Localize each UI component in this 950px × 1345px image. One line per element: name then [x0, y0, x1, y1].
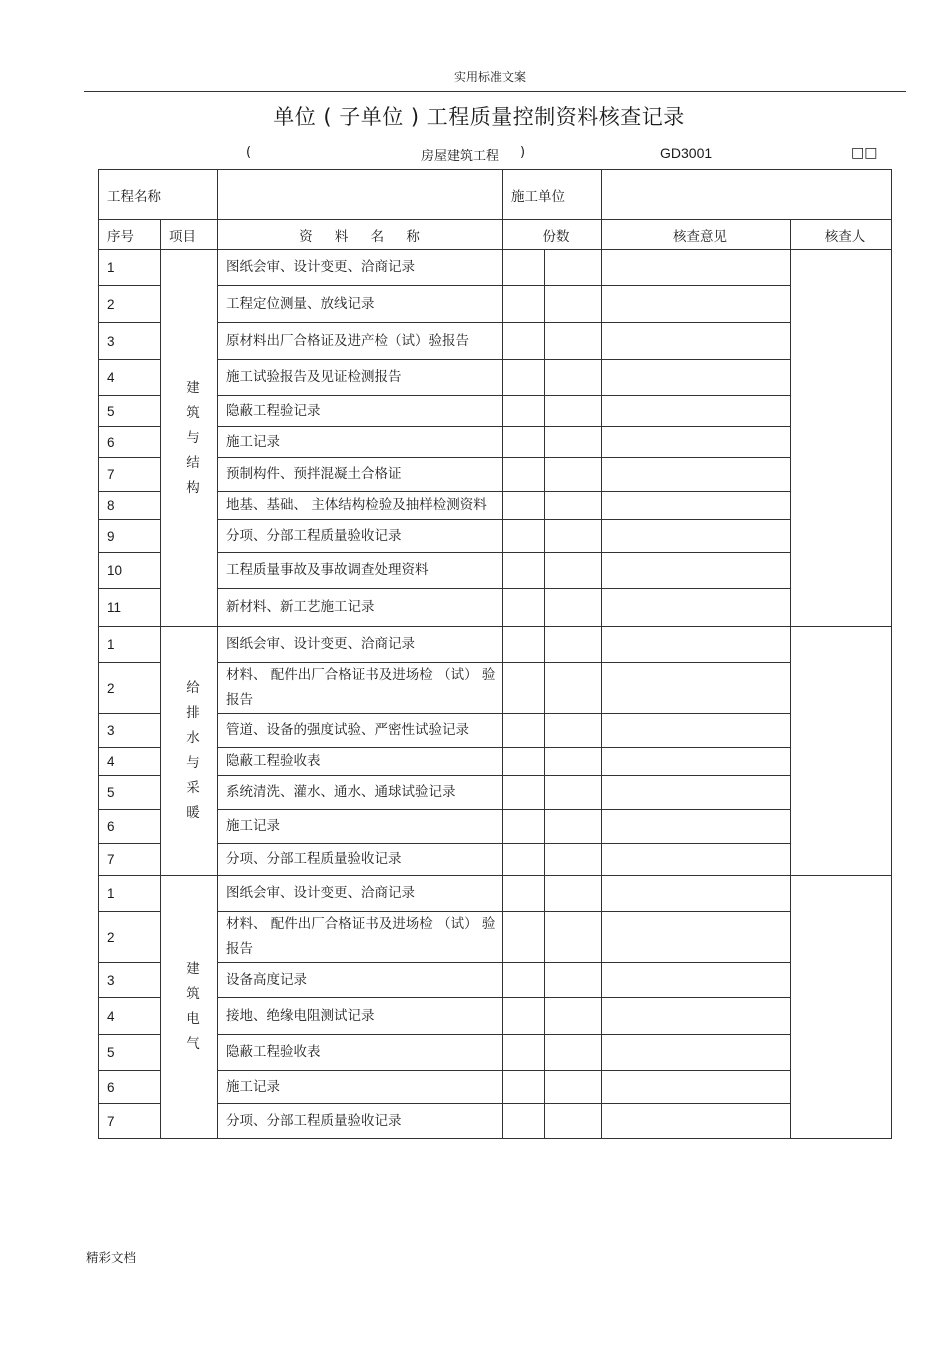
table-row	[99, 876, 892, 912]
opinion-cell[interactable]	[602, 748, 791, 776]
table-row	[99, 963, 892, 998]
section-name-char: 建	[186, 379, 200, 396]
document-name: 分项、分部工程质量验收记录	[218, 844, 503, 876]
row-number: 3	[99, 714, 161, 748]
col-header-seq: 序号	[99, 220, 161, 250]
document-name-spare-cell[interactable]	[503, 286, 545, 323]
table-row	[99, 323, 892, 360]
section-name-char: 排	[186, 705, 200, 721]
document-name: 隐蔽工程验收表	[218, 1035, 503, 1071]
row-number: 4	[99, 748, 161, 776]
row-number: 6	[99, 1071, 161, 1104]
document-name: 工程定位测量、放线记录	[218, 286, 503, 323]
table-row	[99, 286, 892, 323]
document-name: 图纸会审、设计变更、洽商记录	[218, 876, 503, 912]
section-name-char: 筑	[186, 404, 200, 421]
document-name-spare-cell[interactable]	[503, 912, 545, 963]
row-number: 2	[99, 663, 161, 714]
document-name-spare-cell[interactable]	[503, 1035, 545, 1071]
row-number: 6	[99, 427, 161, 458]
document-name-spare-cell[interactable]	[503, 1104, 545, 1139]
document-name: 图纸会审、设计变更、洽商记录	[218, 627, 503, 663]
table-row	[99, 589, 892, 627]
info-row	[99, 170, 892, 220]
document-name-spare-cell[interactable]	[503, 627, 545, 663]
column-header-row	[99, 220, 892, 250]
subheader-project-type: 房屋建筑工程	[421, 149, 500, 164]
project-name-label: 工程名称	[99, 170, 218, 220]
col-header-opinion: 核查意见	[602, 220, 791, 250]
document-name: 设备高度记录	[218, 963, 503, 998]
document-name: 原材料出厂合格证及进产检（试）验报告	[218, 323, 503, 360]
section-name-char: 暖	[186, 805, 200, 821]
section-name-char: 筑	[186, 986, 200, 1002]
copies-cell[interactable]	[545, 776, 602, 810]
section-name-char: 结	[186, 454, 200, 471]
row-number: 5	[99, 776, 161, 810]
table-row	[99, 663, 892, 714]
opinion-cell[interactable]	[602, 627, 791, 663]
row-number: 3	[99, 323, 161, 360]
section-name-char: 建	[186, 961, 200, 977]
row-number: 1	[99, 627, 161, 663]
document-name: 隐蔽工程验记录	[218, 396, 503, 427]
row-number: 1	[99, 250, 161, 286]
copies-cell[interactable]	[545, 627, 602, 663]
opinion-cell[interactable]	[602, 810, 791, 844]
copies-cell[interactable]	[545, 663, 602, 714]
checker-cell[interactable]	[791, 250, 892, 627]
copies-cell[interactable]	[545, 748, 602, 776]
contractor-label: 施工单位	[503, 170, 602, 220]
project-name-value[interactable]	[218, 170, 503, 220]
document-name-spare-cell[interactable]	[503, 458, 545, 492]
document-name: 管道、设备的强度试验、严密性试验记录	[218, 714, 503, 748]
table-row	[99, 998, 892, 1035]
col-header-copies: 份数	[503, 220, 602, 250]
document-name: 施工记录	[218, 427, 503, 458]
table-row	[99, 396, 892, 427]
document-name-spare-cell[interactable]	[503, 776, 545, 810]
table-row	[99, 492, 892, 520]
section-name	[161, 627, 218, 876]
document-name: 预制构件、预拌混凝土合格证	[218, 458, 503, 492]
opinion-cell[interactable]	[602, 776, 791, 810]
opinion-cell[interactable]	[602, 844, 791, 876]
checker-cell[interactable]	[791, 876, 892, 1139]
section-name-char: 水	[186, 730, 200, 746]
opinion-cell[interactable]	[602, 323, 791, 360]
copies-cell[interactable]	[545, 427, 602, 458]
row-number: 4	[99, 360, 161, 396]
table-row	[99, 458, 892, 492]
document-name-spare-cell[interactable]	[503, 492, 545, 520]
document-name: 分项、分部工程质量验收记录	[218, 1104, 503, 1139]
table-row	[99, 810, 892, 844]
document-name-spare-cell[interactable]	[503, 844, 545, 876]
table-row	[99, 250, 892, 286]
document-name-spare-cell[interactable]	[503, 427, 545, 458]
document-name-spare-cell[interactable]	[503, 963, 545, 998]
table-row	[99, 427, 892, 458]
document-name-spare-cell[interactable]	[503, 250, 545, 286]
table-row	[99, 627, 892, 663]
document-name: 施工试验报告及见证检测报告	[218, 360, 503, 396]
document-name: 工程质量事故及事故调查处理资料	[218, 553, 503, 589]
table-row	[99, 1035, 892, 1071]
opinion-cell[interactable]	[602, 998, 791, 1035]
copies-cell[interactable]	[545, 876, 602, 912]
opinion-cell[interactable]	[602, 589, 791, 627]
copies-cell[interactable]	[545, 589, 602, 627]
document-name: 新材料、新工艺施工记录	[218, 589, 503, 627]
document-name-spare-cell[interactable]	[503, 360, 545, 396]
document-name: 接地、绝缘电阻测试记录	[218, 998, 503, 1035]
section-name-char: 与	[186, 755, 200, 771]
section-name	[161, 250, 218, 627]
section-name-char: 气	[186, 1036, 200, 1052]
copies-cell[interactable]	[545, 492, 602, 520]
document-name: 施工记录	[218, 810, 503, 844]
row-number: 2	[99, 286, 161, 323]
document-name: 图纸会审、设计变更、洽商记录	[218, 250, 503, 286]
opinion-cell[interactable]	[602, 1071, 791, 1104]
row-number: 7	[99, 458, 161, 492]
col-header-item: 项目	[161, 220, 218, 250]
row-number: 6	[99, 810, 161, 844]
table-row	[99, 1104, 892, 1139]
row-number: 10	[99, 553, 161, 589]
document-name-spare-cell[interactable]	[503, 876, 545, 912]
opinion-cell[interactable]	[602, 714, 791, 748]
table-row	[99, 520, 892, 553]
opinion-cell[interactable]	[602, 876, 791, 912]
copies-cell[interactable]	[545, 553, 602, 589]
section-name-char: 构	[186, 479, 200, 496]
copies-cell[interactable]	[545, 714, 602, 748]
table-row	[99, 553, 892, 589]
table-row	[99, 360, 892, 396]
row-number: 9	[99, 520, 161, 553]
document-name-spare-cell[interactable]	[503, 553, 545, 589]
table-row	[99, 714, 892, 748]
copies-cell[interactable]	[545, 810, 602, 844]
opinion-cell[interactable]	[602, 250, 791, 286]
document-name: 材料、 配件出厂合格证书及进场检 （试） 验报告	[218, 912, 503, 963]
copies-cell[interactable]	[545, 1071, 602, 1104]
col-header-doc-name: 资 料 名 称	[218, 220, 503, 250]
document-name-spare-cell[interactable]	[503, 396, 545, 427]
opinion-cell[interactable]	[602, 1035, 791, 1071]
row-number: 5	[99, 396, 161, 427]
opinion-cell[interactable]	[602, 492, 791, 520]
form-code: GD3001	[660, 145, 713, 161]
document-name: 隐蔽工程验收表	[218, 748, 503, 776]
copies-cell[interactable]	[545, 286, 602, 323]
subheader-close-paren: )	[520, 145, 526, 160]
document-name-spare-cell[interactable]	[503, 714, 545, 748]
opinion-cell[interactable]	[602, 286, 791, 323]
opinion-cell[interactable]	[602, 663, 791, 714]
row-number: 4	[99, 998, 161, 1035]
document-name-spare-cell[interactable]	[503, 1071, 545, 1104]
copies-cell[interactable]	[545, 1035, 602, 1071]
document-name-spare-cell[interactable]	[503, 520, 545, 553]
document-name-spare-cell[interactable]	[503, 323, 545, 360]
section-name-char: 采	[186, 780, 200, 796]
document-name-spare-cell[interactable]	[503, 748, 545, 776]
row-number: 5	[99, 1035, 161, 1071]
opinion-cell[interactable]	[602, 427, 791, 458]
copies-cell[interactable]	[545, 323, 602, 360]
document-name: 材料、 配件出厂合格证书及进场检 （试） 验报告	[218, 663, 503, 714]
checker-cell[interactable]	[791, 627, 892, 876]
document-name: 系统清洗、灌水、通水、通球试验记录	[218, 776, 503, 810]
opinion-cell[interactable]	[602, 912, 791, 963]
copies-cell[interactable]	[545, 844, 602, 876]
copies-cell[interactable]	[545, 458, 602, 492]
copies-cell[interactable]	[545, 360, 602, 396]
copies-cell[interactable]	[545, 250, 602, 286]
table-row	[99, 1071, 892, 1104]
row-number: 7	[99, 844, 161, 876]
header-rule	[84, 91, 906, 92]
check-record-table	[98, 169, 892, 1139]
section-name-char: 电	[186, 1011, 200, 1027]
opinion-cell[interactable]	[602, 963, 791, 998]
row-number: 1	[99, 876, 161, 912]
document-name: 施工记录	[218, 1071, 503, 1104]
checkbox-glyphs: □□	[851, 145, 878, 161]
copies-cell[interactable]	[545, 396, 602, 427]
opinion-cell[interactable]	[602, 1104, 791, 1139]
copies-cell[interactable]	[545, 1104, 602, 1139]
section-name-char: 给	[186, 680, 200, 696]
row-number: 8	[99, 492, 161, 520]
opinion-cell[interactable]	[602, 553, 791, 589]
copies-cell[interactable]	[545, 963, 602, 998]
table-row	[99, 748, 892, 776]
subheader-open-paren: (	[246, 145, 252, 160]
document-name: 分项、分部工程质量验收记录	[218, 520, 503, 553]
page-title: 单位 ( 子单位 ) 工程质量控制资料核查记录	[273, 105, 685, 129]
page-footer: 精彩文档	[86, 1250, 137, 1265]
table-row	[99, 844, 892, 876]
col-header-checker: 核查人	[791, 220, 892, 250]
section-name-char: 与	[186, 429, 200, 446]
section-name	[161, 876, 218, 1139]
document-name: 地基、基础、 主体结构检验及抽样检测资料	[218, 492, 503, 520]
opinion-cell[interactable]	[602, 520, 791, 553]
copies-cell[interactable]	[545, 912, 602, 963]
contractor-value[interactable]	[602, 170, 892, 220]
copies-cell[interactable]	[545, 998, 602, 1035]
row-number: 11	[99, 589, 161, 627]
copies-cell[interactable]	[545, 520, 602, 553]
row-number: 2	[99, 912, 161, 963]
page-header: 实用标准文案	[453, 70, 526, 84]
opinion-cell[interactable]	[602, 360, 791, 396]
opinion-cell[interactable]	[602, 396, 791, 427]
document-name-spare-cell[interactable]	[503, 810, 545, 844]
document-name-spare-cell[interactable]	[503, 589, 545, 627]
opinion-cell[interactable]	[602, 458, 791, 492]
table-row	[99, 776, 892, 810]
table-row	[99, 912, 892, 963]
row-number: 3	[99, 963, 161, 998]
row-number: 7	[99, 1104, 161, 1139]
document-name-spare-cell[interactable]	[503, 998, 545, 1035]
document-name-spare-cell[interactable]	[503, 663, 545, 714]
